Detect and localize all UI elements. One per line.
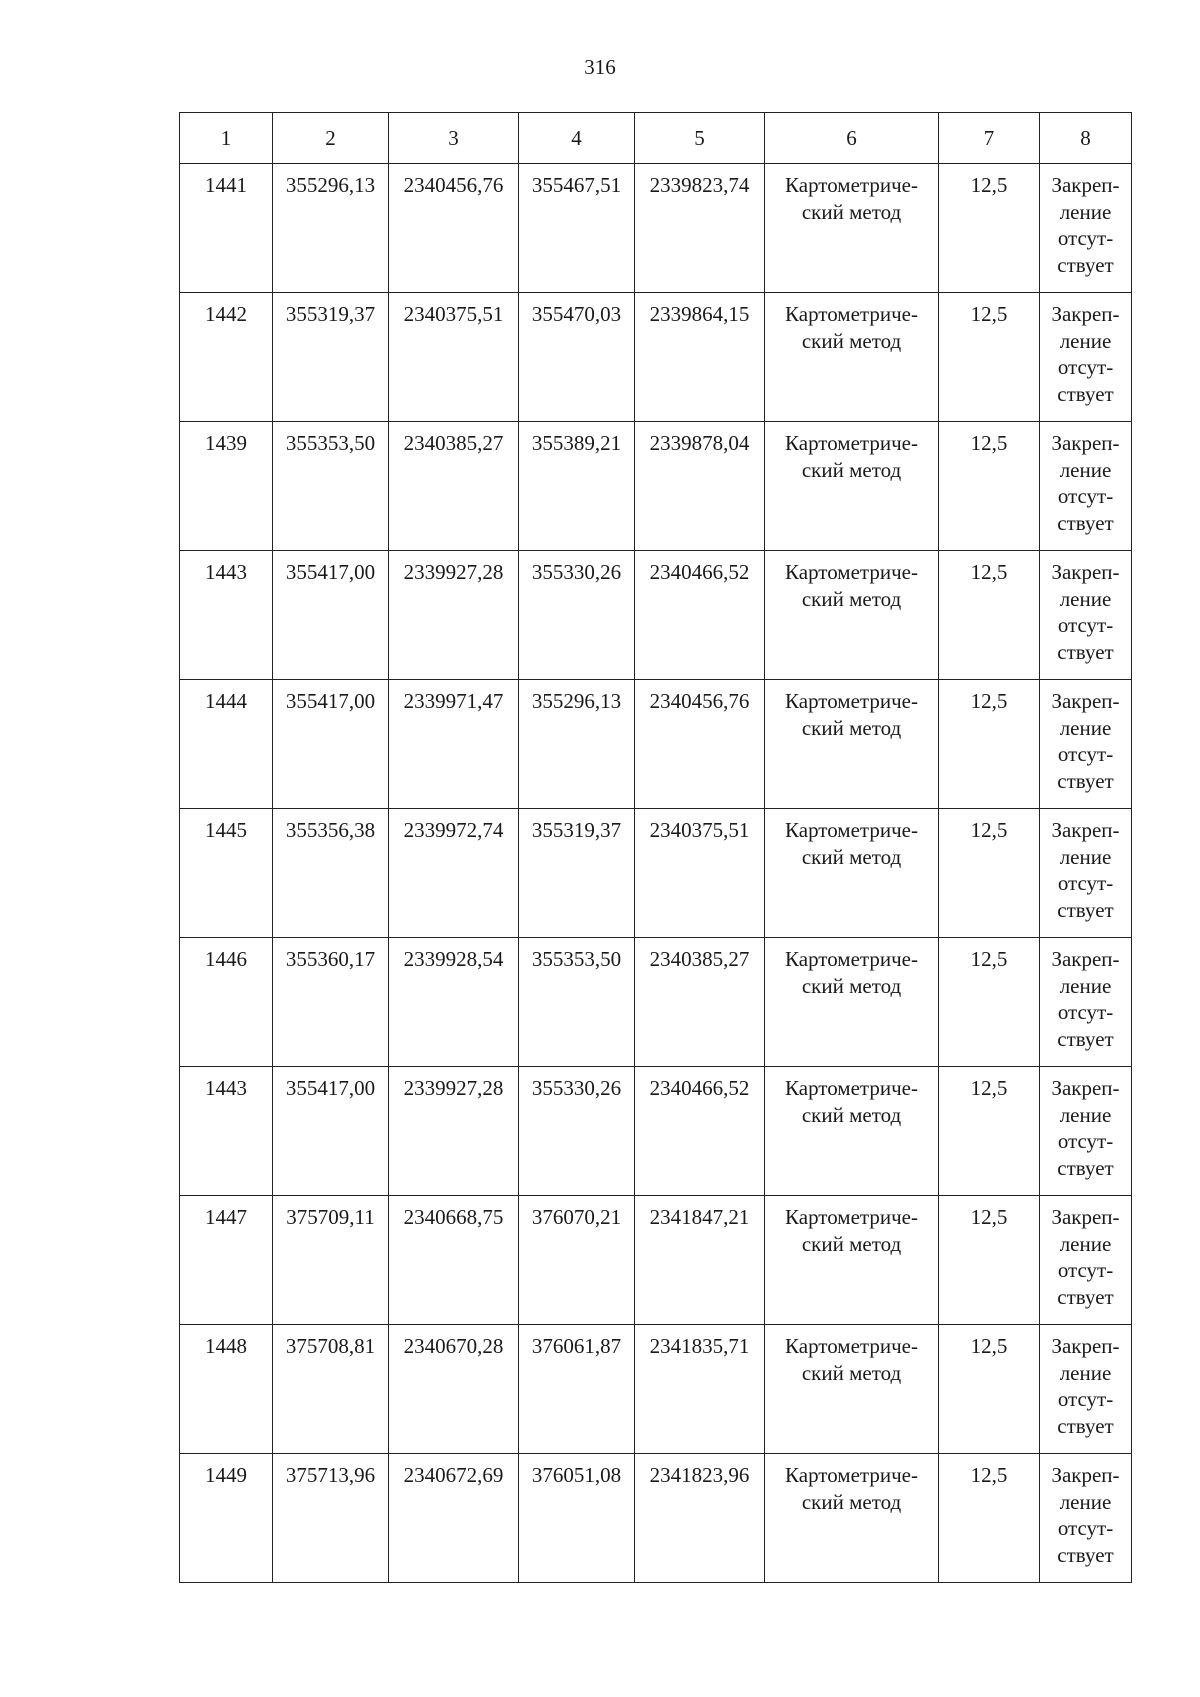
cell-text-line: ствует (1057, 1155, 1114, 1180)
y2-cell: 2339878,04 (635, 422, 765, 551)
cell-text-line: Закреп- (1051, 689, 1120, 713)
fixation-cell (1040, 551, 1132, 680)
y2-cell: 2339823,74 (635, 164, 765, 293)
cell-text-line: отсут- (1057, 226, 1114, 250)
table-row (180, 809, 1132, 938)
column-header: 2 (273, 113, 389, 164)
fixation-cell (1040, 809, 1132, 938)
x1-cell: 355360,17 (273, 938, 389, 1067)
x2-cell: 355296,13 (519, 680, 635, 809)
y1-cell: 2339972,74 (389, 809, 519, 938)
y1-cell: 2340385,27 (389, 422, 519, 551)
accuracy-cell: 12,5 (939, 938, 1040, 1067)
point-number-cell: 1446 (180, 938, 273, 1067)
cell-text-line: ление (1059, 1360, 1112, 1385)
y2-cell: 2339864,15 (635, 293, 765, 422)
fixation-cell (1040, 293, 1132, 422)
point-number-cell: 1439 (180, 422, 273, 551)
cell-text-line: Картометриче- (785, 173, 918, 197)
x2-cell: 376051,08 (519, 1454, 635, 1583)
cell-text-line: ление (1059, 1489, 1112, 1514)
cell-text-line: ление (1059, 844, 1112, 869)
x2-cell: 355470,03 (519, 293, 635, 422)
y1-cell: 2340670,28 (389, 1325, 519, 1454)
cell-text-line: ский метод (801, 973, 902, 998)
accuracy-cell: 12,5 (939, 1067, 1040, 1196)
x1-cell: 355353,50 (273, 422, 389, 551)
cell-text-line: Закреп- (1051, 431, 1120, 455)
cell-text-line: отсут- (1057, 871, 1114, 895)
y1-cell: 2340672,69 (389, 1454, 519, 1583)
table-row (180, 422, 1132, 551)
x1-cell: 355417,00 (273, 1067, 389, 1196)
method-cell (765, 164, 939, 293)
cell-text-line: Картометриче- (785, 1205, 918, 1229)
column-header: 4 (519, 113, 635, 164)
accuracy-cell: 12,5 (939, 1325, 1040, 1454)
method-cell (765, 1325, 939, 1454)
x2-cell: 355330,26 (519, 551, 635, 680)
cell-text-line: ствует (1057, 510, 1114, 535)
cell-text-line: ствует (1057, 252, 1114, 277)
point-number-cell: 1443 (180, 551, 273, 680)
column-header: 7 (939, 113, 1040, 164)
cell-text-line: Закреп- (1051, 1463, 1120, 1487)
cell-text-line: отсут- (1057, 1516, 1114, 1540)
y2-cell: 2341823,96 (635, 1454, 765, 1583)
accuracy-cell: 12,5 (939, 1454, 1040, 1583)
method-cell (765, 1196, 939, 1325)
cell-text-line: ствует (1057, 1413, 1114, 1438)
cell-text-line: отсут- (1057, 484, 1114, 508)
cell-text-line: ский метод (801, 586, 902, 611)
cell-text-line: Закреп- (1051, 1076, 1120, 1100)
cell-text-line: Картометриче- (785, 689, 918, 713)
method-cell (765, 680, 939, 809)
column-header: 6 (765, 113, 939, 164)
cell-text-line: Картометриче- (785, 947, 918, 971)
y2-cell: 2340375,51 (635, 809, 765, 938)
cell-text-line: ствует (1057, 381, 1114, 406)
coordinates-table (179, 112, 1132, 1583)
cell-text-line: ствует (1057, 1026, 1114, 1051)
point-number-cell: 1442 (180, 293, 273, 422)
x2-cell: 355353,50 (519, 938, 635, 1067)
table-row (180, 1454, 1132, 1583)
x2-cell: 355389,21 (519, 422, 635, 551)
cell-text-line: ский метод (801, 199, 902, 224)
method-cell (765, 809, 939, 938)
y2-cell: 2340385,27 (635, 938, 765, 1067)
table-row (180, 164, 1132, 293)
fixation-cell (1040, 1454, 1132, 1583)
table-row (180, 551, 1132, 680)
cell-text-line: Закреп- (1051, 560, 1120, 584)
accuracy-cell: 12,5 (939, 680, 1040, 809)
cell-text-line: ствует (1057, 1542, 1114, 1567)
fixation-cell (1040, 422, 1132, 551)
method-cell (765, 422, 939, 551)
cell-text-line: Закреп- (1051, 818, 1120, 842)
fixation-cell (1040, 680, 1132, 809)
method-cell (765, 938, 939, 1067)
x2-cell: 355330,26 (519, 1067, 635, 1196)
cell-text-line: ский метод (801, 457, 902, 482)
cell-text-line: ский метод (801, 1231, 902, 1256)
cell-text-line: отсут- (1057, 355, 1114, 379)
method-cell (765, 1454, 939, 1583)
table-row (180, 293, 1132, 422)
point-number-cell: 1444 (180, 680, 273, 809)
x1-cell: 375713,96 (273, 1454, 389, 1583)
cell-text-line: Закреп- (1051, 1334, 1120, 1358)
point-number-cell: 1445 (180, 809, 273, 938)
fixation-cell (1040, 164, 1132, 293)
table-row (180, 1067, 1132, 1196)
y2-cell: 2341847,21 (635, 1196, 765, 1325)
point-number-cell: 1449 (180, 1454, 273, 1583)
x1-cell: 355417,00 (273, 551, 389, 680)
y1-cell: 2339928,54 (389, 938, 519, 1067)
point-number-cell: 1441 (180, 164, 273, 293)
x1-cell: 355296,13 (273, 164, 389, 293)
cell-text-line: ление (1059, 199, 1112, 224)
method-cell (765, 1067, 939, 1196)
y2-cell: 2341835,71 (635, 1325, 765, 1454)
cell-text-line: Закреп- (1051, 947, 1120, 971)
y1-cell: 2340456,76 (389, 164, 519, 293)
cell-text-line: ствует (1057, 768, 1114, 793)
fixation-cell (1040, 1196, 1132, 1325)
cell-text-line: ление (1059, 715, 1112, 740)
x1-cell: 375709,11 (273, 1196, 389, 1325)
fixation-cell (1040, 1067, 1132, 1196)
cell-text-line: отсут- (1057, 1387, 1114, 1411)
point-number-cell: 1443 (180, 1067, 273, 1196)
x2-cell: 355467,51 (519, 164, 635, 293)
y2-cell: 2340466,52 (635, 1067, 765, 1196)
cell-text-line: ский метод (801, 328, 902, 353)
y1-cell: 2339927,28 (389, 551, 519, 680)
accuracy-cell: 12,5 (939, 809, 1040, 938)
cell-text-line: отсут- (1057, 1129, 1114, 1153)
table-header-row (180, 113, 1132, 164)
cell-text-line: ление (1059, 328, 1112, 353)
cell-text-line: ление (1059, 457, 1112, 482)
fixation-cell (1040, 938, 1132, 1067)
x1-cell: 355319,37 (273, 293, 389, 422)
y1-cell: 2340375,51 (389, 293, 519, 422)
x2-cell: 355319,37 (519, 809, 635, 938)
cell-text-line: ление (1059, 1231, 1112, 1256)
cell-text-line: Закреп- (1051, 1205, 1120, 1229)
cell-text-line: отсут- (1057, 613, 1114, 637)
column-header: 3 (389, 113, 519, 164)
accuracy-cell: 12,5 (939, 422, 1040, 551)
point-number-cell: 1447 (180, 1196, 273, 1325)
x1-cell: 375708,81 (273, 1325, 389, 1454)
accuracy-cell: 12,5 (939, 1196, 1040, 1325)
cell-text-line: Картометриче- (785, 818, 918, 842)
table-row (180, 1325, 1132, 1454)
cell-text-line: ский метод (801, 1360, 902, 1385)
page-number: 316 (584, 55, 616, 79)
cell-text-line: ский метод (801, 1489, 902, 1514)
cell-text-line: Картометриче- (785, 560, 918, 584)
cell-text-line: ствует (1057, 1284, 1114, 1309)
cell-text-line: Закреп- (1051, 173, 1120, 197)
column-header: 8 (1040, 113, 1132, 164)
accuracy-cell: 12,5 (939, 293, 1040, 422)
y1-cell: 2339927,28 (389, 1067, 519, 1196)
table-row (180, 680, 1132, 809)
cell-text-line: ление (1059, 973, 1112, 998)
cell-text-line: ский метод (801, 1102, 902, 1127)
x1-cell: 355417,00 (273, 680, 389, 809)
method-cell (765, 293, 939, 422)
cell-text-line: ствует (1057, 639, 1114, 664)
cell-text-line: отсут- (1057, 742, 1114, 766)
cell-text-line: отсут- (1057, 1258, 1114, 1282)
table-row (180, 938, 1132, 1067)
cell-text-line: ский метод (801, 715, 902, 740)
accuracy-cell: 12,5 (939, 551, 1040, 680)
column-header: 1 (180, 113, 273, 164)
cell-text-line: Картометриче- (785, 1076, 918, 1100)
cell-text-line: ствует (1057, 897, 1114, 922)
cell-text-line: Картометриче- (785, 1334, 918, 1358)
y1-cell: 2340668,75 (389, 1196, 519, 1325)
cell-text-line: Картометриче- (785, 1463, 918, 1487)
x2-cell: 376061,87 (519, 1325, 635, 1454)
y2-cell: 2340456,76 (635, 680, 765, 809)
cell-text-line: ский метод (801, 844, 902, 869)
point-number-cell: 1448 (180, 1325, 273, 1454)
cell-text-line: ление (1059, 1102, 1112, 1127)
method-cell (765, 551, 939, 680)
cell-text-line: Картометриче- (785, 302, 918, 326)
x1-cell: 355356,38 (273, 809, 389, 938)
cell-text-line: Картометриче- (785, 431, 918, 455)
y1-cell: 2339971,47 (389, 680, 519, 809)
table-row (180, 1196, 1132, 1325)
cell-text-line: отсут- (1057, 1000, 1114, 1024)
coordinates-table-wrapper (179, 112, 1131, 1583)
cell-text-line: Закреп- (1051, 302, 1120, 326)
x2-cell: 376070,21 (519, 1196, 635, 1325)
cell-text-line: ление (1059, 586, 1112, 611)
accuracy-cell: 12,5 (939, 164, 1040, 293)
fixation-cell (1040, 1325, 1132, 1454)
y2-cell: 2340466,52 (635, 551, 765, 680)
table-body (180, 164, 1132, 1583)
column-header: 5 (635, 113, 765, 164)
